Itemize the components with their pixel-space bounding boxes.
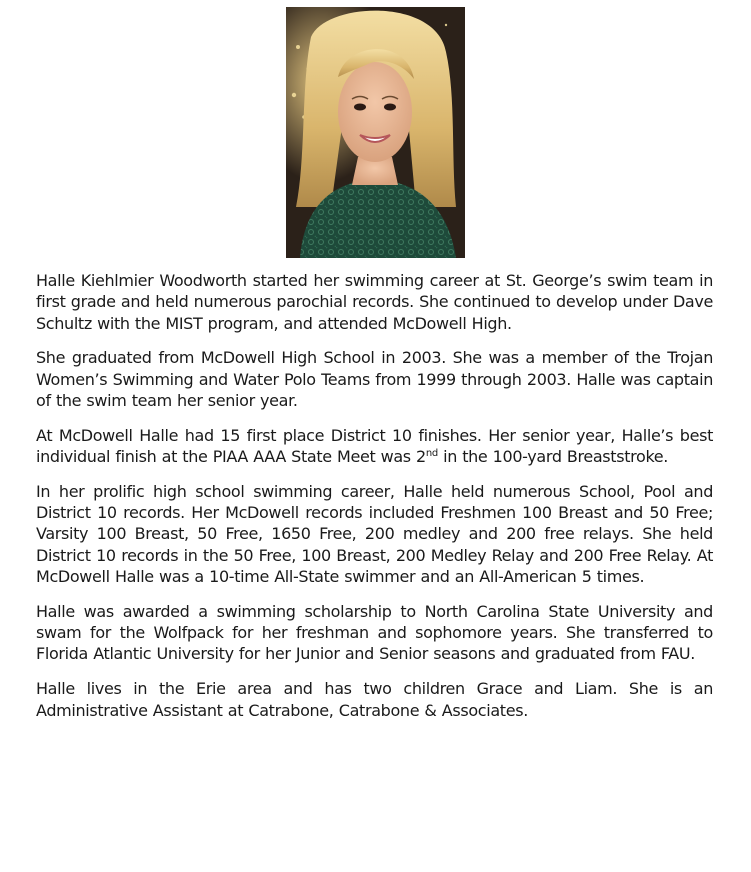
bio-paragraph-early-career: Halle Kiehlmier Woodworth started her swimming career at St. George’s swim team in first grade and held numerous parochial records. She continued to develop under Dave Schultz with the MIST program, and attended McDowell High.	[36, 271, 713, 333]
portrait-photo-icon	[286, 7, 465, 258]
bio-text-finishes-tail: in the 100-yard Breaststroke.	[437, 447, 669, 467]
bio-paragraph-graduation: She graduated from McDowell High School in 2003. She was a member of the Trojan Women’s Swimming and Water Polo Teams from 1999 through 2003. Halle was captain of the swim team her senior year.	[36, 348, 713, 410]
bio-paragraph-records: In her prolific high school swimming career, Halle held numerous School, Pool and District 10 records. Her McDowell records included Freshmen 100 Breast and 50 Free; Varsity 100 Breast, 50 Free, 1650 Free, 200 medley and 200 free relays. She held District 10 records in the 50 Free, 100 Breast, 200 Medley Relay and 200 Free Relay. At McDowell Halle was a 10-time All-State swimmer and an All-American 5 times.	[36, 481, 713, 587]
bio-paragraph-district-finishes	[36, 425, 713, 468]
bio-article	[36, 270, 713, 734]
bio-text-finishes-lead: At McDowell Halle had 15 first place District 10 finishes. Her senior year, Halle’s best individual finish at the PIAA AAA State Meet was 2	[36, 425, 713, 467]
bio-paragraph-college: Halle was awarded a swimming scholarship to North Carolina State University and swam for the Wolfpack for her freshman and sophomore years. She transferred to Florida Atlantic University for her Junior and Senior seasons and graduated from FAU.	[36, 601, 713, 664]
bio-paragraph-personal: Halle lives in the Erie area and has two children Grace and Liam. She is an Administrative Assistant at Catrabone, Catrabone & Associates.	[36, 679, 713, 720]
portrait-photo	[286, 7, 465, 258]
ordinal-suffix: nd	[425, 448, 438, 460]
